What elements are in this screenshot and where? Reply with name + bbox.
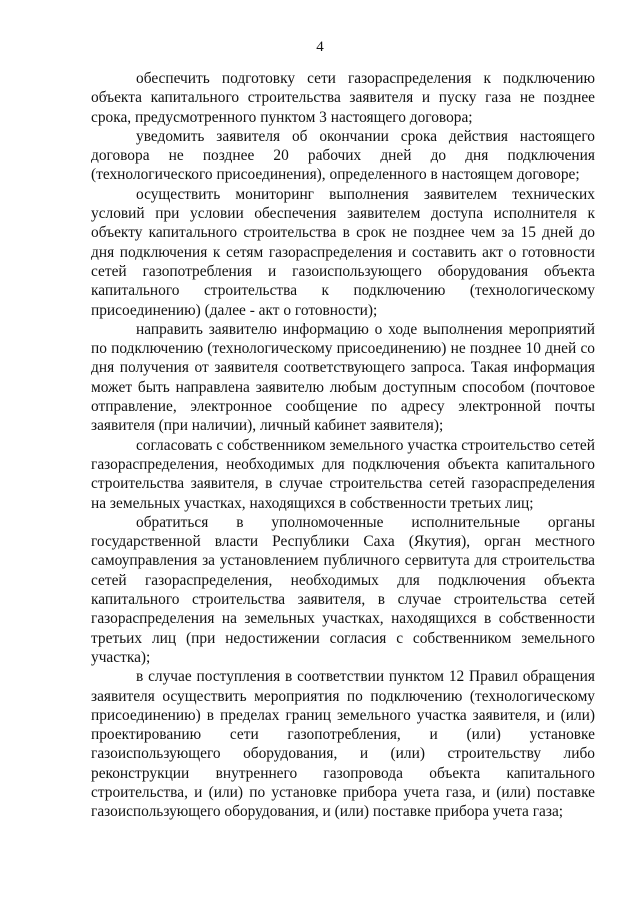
paragraph-landowner-agreement: согласовать с собственником земельного участка строительство сетей газораспределения, необходимых для подключения объекта капитального строительства заявителя, в случае строительства сетей газораспределения на земельных участках, находящихся в собственности третьих лиц;	[91, 436, 595, 512]
paragraph-prepare-network: обеспечить подготовку сети газораспределения к подключению объекта капитального строительства заявителя и пуску газа не позднее срока, предусмотренного пунктом 3 настоящего договора;	[91, 70, 595, 126]
document-body	[91, 69, 595, 822]
paragraph-monitoring: осуществить мониторинг выполнения заявителем технических условий при условии обеспечения заявителем доступа исполнителя к объекту капитального строительства в срок не позднее чем за 15 дней до дня подключения к сетям газораспределения и составить акт о готовности сетей газопотребления и газоиспользующего оборудования объекта капитального строительства к подключению (технологическому присоединению) (далее - акт о готовности);	[91, 185, 595, 319]
paragraph-notify-expiry: уведомить заявителя об окончании срока действия настоящего договора не позднее 20 рабочих дней до дня подключения (технологического присоединения), определенного в настоящем договоре;	[91, 127, 595, 184]
paragraph-public-servitude: обратиться в уполномоченные исполнительные органы государственной власти Республики Саха (Якутия), орган местного самоуправления за установлением публичного сервитута для строительства сетей газораспределения, необходимых для подключения объекта капитального строительства заявителя, в случае строительства сетей газораспределения на земельных участках, находящихся в собственности третьих лиц (при недостижении согласия с собственником земельного участка);	[91, 513, 595, 666]
page-number: 4	[316, 39, 324, 55]
paragraph-progress-info: направить заявителю информацию о ходе выполнения мероприятий по подключению (технологическому присоединению) не позднее 10 дней со дня получения от заявителя соответствующего запроса. Такая информация может быть направлена заявителю любым доступным способом (почтовое отправление, электронное сообщение по адресу электронной почты заявителя (при наличии), личный кабинет заявителя);	[91, 320, 595, 435]
paragraph-connection-measures: в случае поступления в соответствии пунктом 12 Правил обращения заявителя осуществить мероприятия по подключению (технологическому присоединению) в пределах границ земельного участка заявителя, и (или) проектированию сети газопотребления, и (или) установке газоиспользующего оборудования, и (или) строительству либо реконструкции внутреннего газопровода объекта капитального строительства, и (или) по установке прибора учета газа, и (или) поставке газоиспользующего оборудования, и (или) поставке прибора учета газа;	[91, 668, 595, 821]
